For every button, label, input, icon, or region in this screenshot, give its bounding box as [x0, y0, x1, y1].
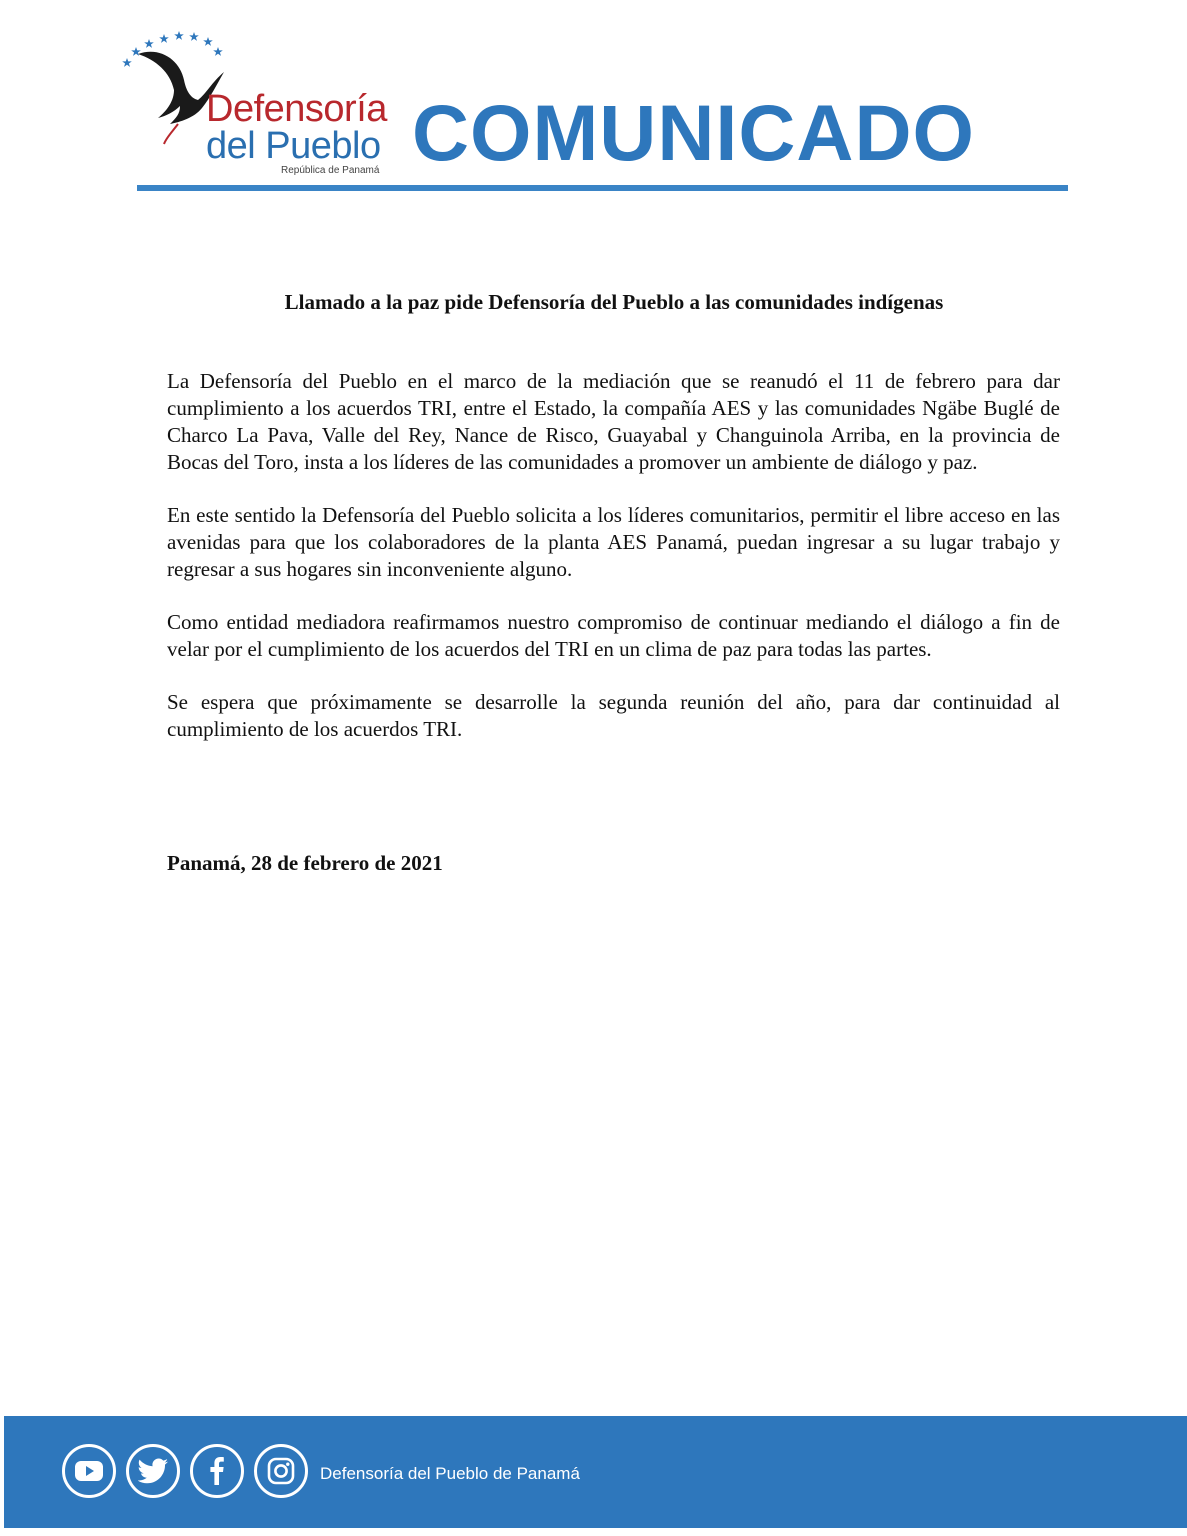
header-divider: [137, 185, 1068, 191]
facebook-icon[interactable]: [190, 1444, 244, 1498]
paragraph: La Defensoría del Pueblo en el marco de la mediación que se reanudó el 11 de febrero para dar cumplimiento a los acuerdos TRI, entre el Estado, la compañía AES y las comunidades Ngäbe Buglé de Charco La Pava, Valle del Rey, Nance de Risco, Guayabal y Changuinola Arriba, en la provincia de Bocas del Toro, insta a los líderes de las comunidades a promover un ambiente de diálogo y paz.: [167, 369, 1060, 474]
logo-text-del-pueblo: del Pueblo: [206, 125, 381, 167]
youtube-icon[interactable]: [62, 1444, 116, 1498]
document-body: [167, 368, 1060, 769]
defensoria-logo: [120, 28, 410, 178]
footer: [4, 1416, 1187, 1528]
paragraph: Se espera que próximamente se desarrolle la segunda reunión del año, para dar continuidad al cumplimiento de los acuerdos TRI.: [167, 690, 1060, 741]
comunicado-banner: COMUNICADO: [412, 88, 975, 177]
footer-organization-label: Defensoría del Pueblo de Panamá: [320, 1464, 580, 1483]
logo-text-defensoria: Defensoría: [206, 88, 387, 130]
logo-text-republica: República de Panamá: [281, 165, 380, 176]
paragraph: En este sentido la Defensoría del Pueblo solicita a los líderes comunitarios, permitir el libre acceso en las avenidas para que los colaboradores de la planta AES Panamá, puedan ingresar a su lugar trabajo y regresar a sus hogares sin inconveniente alguno.: [167, 503, 1060, 581]
instagram-icon[interactable]: [254, 1444, 308, 1498]
twitter-icon[interactable]: [126, 1444, 180, 1498]
paragraph: Como entidad mediadora reafirmamos nuestro compromiso de continuar mediando el diálogo a fin de velar por el cumplimiento de los acuerdos del TRI en un clima de paz para todas las partes.: [167, 610, 1060, 661]
document-signoff: Panamá, 28 de febrero de 2021: [167, 851, 443, 875]
document-title: Llamado a la paz pide Defensoría del Pueblo a las comunidades indígenas: [284, 290, 944, 314]
header: [0, 0, 1187, 200]
